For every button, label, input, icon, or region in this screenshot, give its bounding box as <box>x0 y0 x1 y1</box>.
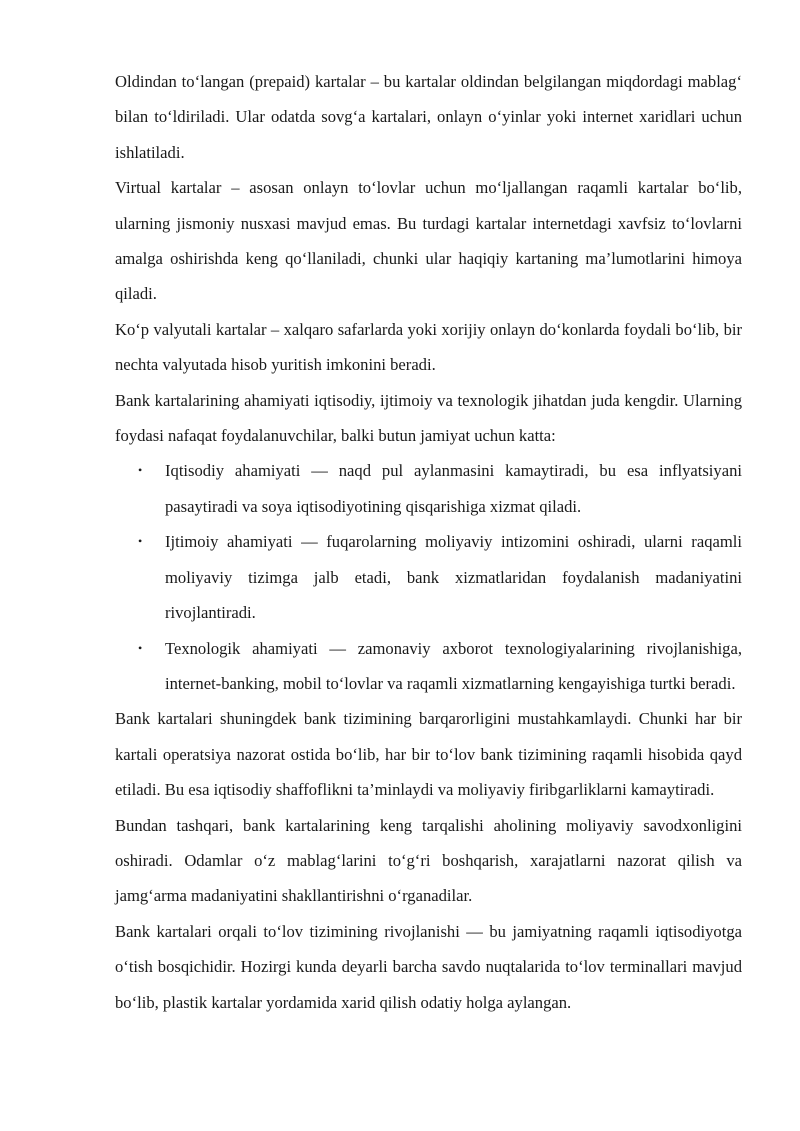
paragraph-importance-intro: Bank kartalarining ahamiyati iqtisodiy, ijtimoiy va texnologik jihatdan juda kengdir. Ularning foydasi nafaqat foydalanuvchilar, balki butun jamiyat uchun katta: <box>115 390 742 446</box>
importance-bullet-list <box>115 453 742 701</box>
paragraph-digital-economy: Bank kartalari orqali to‘lov tizimining rivojlanishi — bu jamiyatning raqamli iqtisodiyotga o‘tish bosqichidir. Hozirgi kunda deyarli barcha savdo nuqtalarida to‘lov terminallari mavjud bo‘lib, plastik kartalar yordamida xarid qilish odatiy holga aylangan. <box>115 921 742 1012</box>
bullet-marker: • <box>138 640 143 655</box>
bullet-text: Texnologik ahamiyati — zamonaviy axborot texnologiyalarining rivojlanishiga, internet-banking, mobil to‘lovlar va raqamli xizmatlarning kengayishiga turtki beradi. <box>165 638 742 693</box>
paragraph-virtual-cards: Virtual kartalar – asosan onlayn to‘lovlar uchun mo‘ljallangan raqamli kartalar bo‘lib, ularning jismoniy nusxasi mavjud emas. Bu turdagi kartalar internetdagi xavfsiz to‘lovlarni amalga oshirishda keng qo‘llaniladi, chunki ular haqiqiy kartaning ma’lumotlarini himoya qiladi. <box>115 178 742 304</box>
bullet-text: Ijtimoiy ahamiyati — fuqarolarning moliyaviy intizomini oshiradi, ularni raqamli moliyaviy tizimga jalb etadi, bank xizmatlaridan foydalanish madaniyatini rivojlantiradi. <box>165 532 742 623</box>
bullet-item-economic <box>115 453 742 524</box>
bullet-text: Iqtisodiy ahamiyati — naqd pul aylanmasini kamaytiradi, bu esa inflyatsiyani pasaytiradi va soya iqtisodiyotining qisqarishiga xizmat qiladi. <box>165 461 742 516</box>
document-page <box>115 64 742 1020</box>
bullet-item-technological <box>115 631 742 702</box>
paragraph-bank-stability: Bank kartalari shuningdek bank tizimining barqarorligini mustahkamlaydi. Chunki har bir kartali operatsiya nazorat ostida bo‘lib, har bir to‘lov bank tizimining raqamli hisobida qayd etiladi. Bu esa iqtisodiy shaffoflikni ta’minlaydi va moliyaviy firibgarliklarni kamaytiradi. <box>115 709 742 800</box>
bullet-item-social <box>115 524 742 630</box>
paragraph-financial-literacy: Bundan tashqari, bank kartalarining keng tarqalishi aholining moliyaviy savodxonligini oshiradi. Odamlar o‘z mablag‘larini to‘g‘ri boshqarish, xarajatlarni nazorat qilish va jamg‘arma madaniyatini shakllantirishni o‘rganadilar. <box>115 815 742 906</box>
paragraph-multicurrency-cards: Ko‘p valyutali kartalar – xalqaro safarlarda yoki xorijiy onlayn do‘konlarda foydali bo‘lib, bir nechta valyutada hisob yuritish imkonini beradi. <box>115 319 742 375</box>
bullet-marker: • <box>138 463 143 478</box>
paragraph-prepaid-cards: Oldindan to‘langan (prepaid) kartalar – bu kartalar oldindan belgilangan miqdordagi mablag‘ bilan to‘ldiriladi. Ular odatda sovg‘a kartalari, onlayn o‘yinlar yoki internet xaridlari uchun ishlatiladi. <box>115 72 742 162</box>
bullet-marker: • <box>138 534 143 549</box>
